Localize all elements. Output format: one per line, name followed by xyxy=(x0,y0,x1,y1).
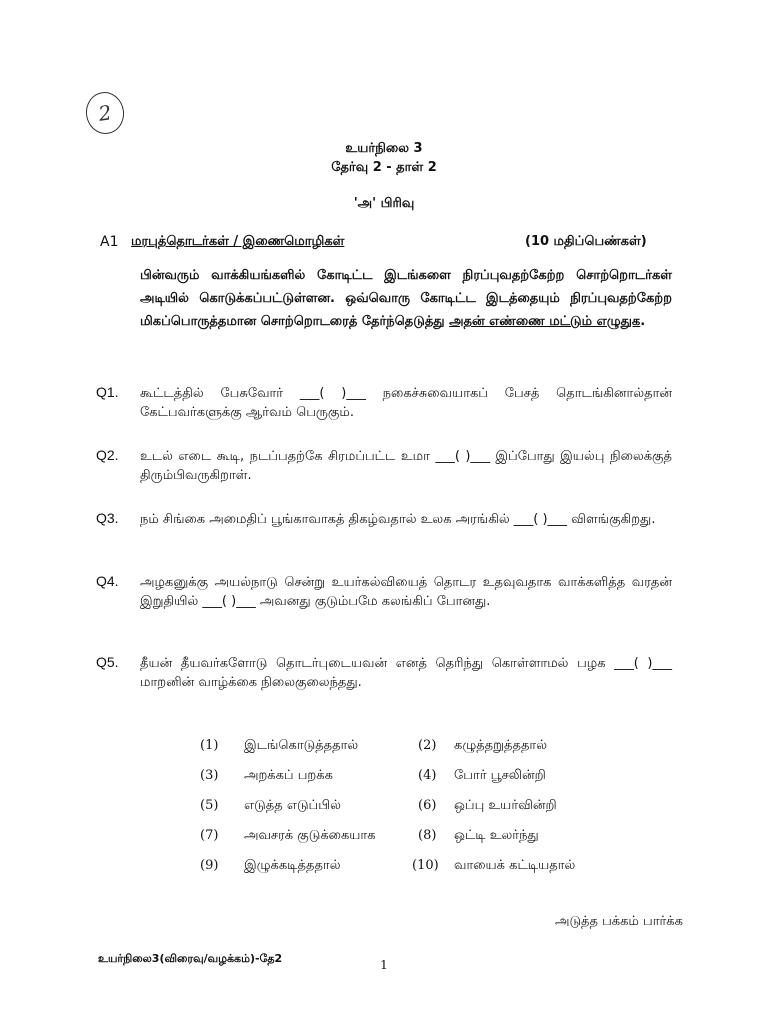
question-text: அழகனுக்கு அயல்நாடு சென்று உயர்கல்வியைத் தொடர உதவுவதாக வாக்களித்த வரதன் இறுதியில் ___( )___ அவனது குடும்பமே கலங்கிப் போனது. xyxy=(140,575,672,609)
option-number: (9) xyxy=(200,858,219,873)
question-text: நம் சிங்கை அமைதிப் பூங்காவாகத் திகழ்வதால் உலக அரங்கில் ___( )___ விளங்குகிறது. xyxy=(140,512,656,527)
option-number: (3) xyxy=(200,768,219,783)
option-row xyxy=(200,738,620,758)
option-text: ஒப்பு உயர்வின்றி xyxy=(454,798,557,813)
option-number: (1) xyxy=(200,738,219,753)
option-text: போர் பூசலின்றி xyxy=(454,768,546,783)
question-number: Q1. xyxy=(96,384,119,400)
section-code: A1 xyxy=(100,234,119,250)
question-number: Q5. xyxy=(96,654,119,670)
question-number: Q4. xyxy=(96,573,119,589)
question-number: Q3. xyxy=(96,510,119,526)
instruction-text: பின்வரும் வாக்கியங்களில் கோடிட்ட இடங்களை நிரப்புவதற்கேற்ற சொற்றொடர்கள் அடியில் கொடுக்கப்பட்டுள்ளன. ஒவ்வொரு கோடிட்ட இடத்தையும் நிரப்புவதற்கேற்ற மிகப்பொருத்தமான சொற்றொடரைத் தேர்ந்தெடுத்து xyxy=(140,268,672,329)
question-text: கூட்டத்தில் பேசுவோர் ___( )___ நகைச்சுவையாகப் பேசத் தொடங்கினால்தான் கேட்பவர்களுக்கு ஆர்வம் பெருகும். xyxy=(140,386,672,420)
option-text: வாயைக் கட்டியதால் xyxy=(454,858,576,873)
question-number: Q2. xyxy=(96,447,119,463)
option-text: ஒட்டி உலர்ந்து xyxy=(454,828,539,843)
section-title: மரபுத்தொடர்கள் / இணைமொழிகள் xyxy=(131,234,345,249)
option-number: (5) xyxy=(200,798,219,813)
option-text: இழுக்கடித்ததால் xyxy=(244,858,341,873)
option-row xyxy=(200,858,620,878)
option-row xyxy=(200,798,620,818)
option-text: கழுத்தறுத்ததால் xyxy=(454,738,547,753)
option-number: (10) xyxy=(412,858,439,873)
section-marks: (10 மதிப்பெண்கள்) xyxy=(525,234,647,249)
question-text: தீயன் தீயவர்களோடு தொடர்புடையவன் எனத் தெரிந்து கொள்ளாமல் பழக ___( )___ மாறனின் வாழ்க்கை நிலைகுலைந்தது. xyxy=(140,656,672,690)
paper-code: உயர்நிலை3(விரைவு/வழக்கம்)-தே2 xyxy=(98,952,283,965)
option-number: (6) xyxy=(418,798,437,813)
option-number: (2) xyxy=(418,738,437,753)
question-text: உடல் எடை கூடி, நடப்பதற்கே சிரமப்பட்ட உமா ___( )___ இப்போது இயல்பு நிலைக்குத் திரும்பிவருகிறாள். xyxy=(140,449,672,483)
option-text: அவசரக் குடுக்கையாக xyxy=(244,828,376,843)
instruction-end: . xyxy=(640,314,646,329)
section-heading: 'அ' பிரிவு xyxy=(353,196,415,211)
option-text: அறக்கப் பறக்க xyxy=(244,768,333,783)
option-row xyxy=(200,768,620,788)
option-row xyxy=(200,828,620,848)
option-number: (4) xyxy=(418,768,437,783)
next-page-note: அடுத்த பக்கம் பார்க்க xyxy=(555,914,683,929)
instructions xyxy=(140,264,672,333)
option-text: எடுத்த எடுப்பில் xyxy=(244,798,341,813)
exam-level: உயர்நிலை 3 xyxy=(345,141,423,156)
option-text: இடங்கொடுத்ததால் xyxy=(244,738,359,753)
exam-paper: தேர்வு 2 - தாள் 2 xyxy=(331,160,437,175)
page-number: 1 xyxy=(380,958,388,972)
option-number: (8) xyxy=(418,828,437,843)
instruction-emphasis: அதன் எண்ணை மட்டும் எழுதுக xyxy=(449,314,641,329)
option-number: (7) xyxy=(200,828,219,843)
handwritten-page-mark: 2 xyxy=(83,90,126,137)
